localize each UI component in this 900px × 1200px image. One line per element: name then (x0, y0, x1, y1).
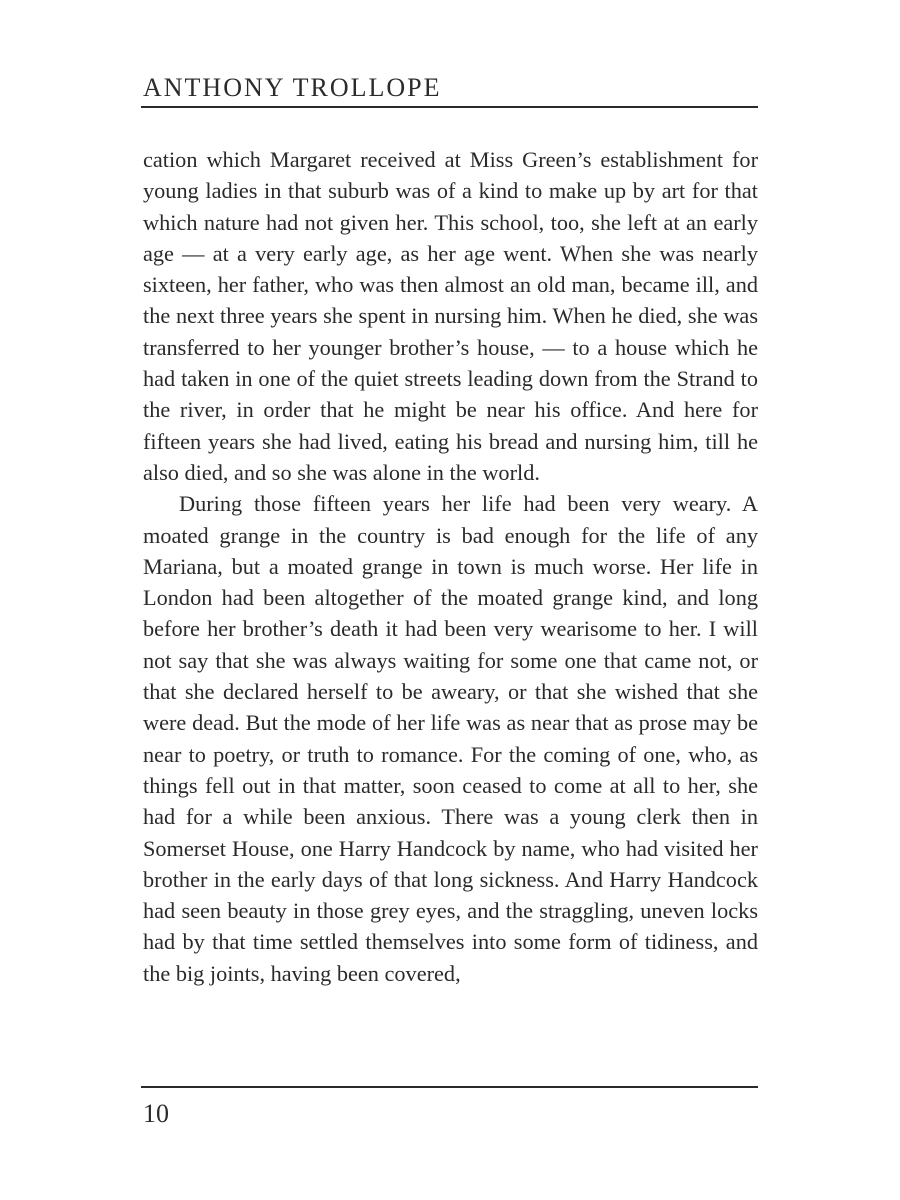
header-rule (141, 106, 758, 108)
paragraph-1: cation which Margaret received at Miss Green’s establishment for young ladies in that suburb was of a kind to make up by art for that which nature had not given her. This school, too, she left at an early age — at a very early age, as her age went. When she was nearly sixteen, her father, who was then almost an old man, became ill, and the next three years she spent in nursing him. When he died, she was transferred to her younger brother’s house, — to a house which he had taken in one of the quiet streets leading down from the Strand to the river, in order that he might be near his office. And here for fifteen years she had lived, eating his bread and nursing him, till he also died, and so she was alone in the world. (143, 147, 758, 485)
page-number: 10 (143, 1099, 169, 1128)
body-text (143, 144, 758, 989)
paragraph-2: During those fifteen years her life had been very weary. A moated grange in the country is bad enough for the life of any Mariana, but a moated grange in town is much worse. Her life in London had been altogether of the moated grange kind, and long before her brother’s death it had been very wearisome to her. I will not say that she was always waiting for some one that came not, or that she declared herself to be aweary, or that she wished that she were dead. But the mode of her life was as near that as prose may be near to poetry, or truth to romance. For the coming of one, who, as things fell out in that matter, soon ceased to come at all to her, she had for a while been anxious. There was a young clerk then in Somerset House, one Harry Handcock by name, who had visited her brother in the early days of that long sickness. And Harry Handcock had seen beauty in those grey eyes, and the straggling, uneven locks had by that time settled themselves into some form of tidiness, and the big joints, having been covered, (143, 491, 758, 986)
footer-rule (141, 1086, 758, 1088)
running-head-author: ANTHONY TROLLOPE (143, 73, 442, 102)
